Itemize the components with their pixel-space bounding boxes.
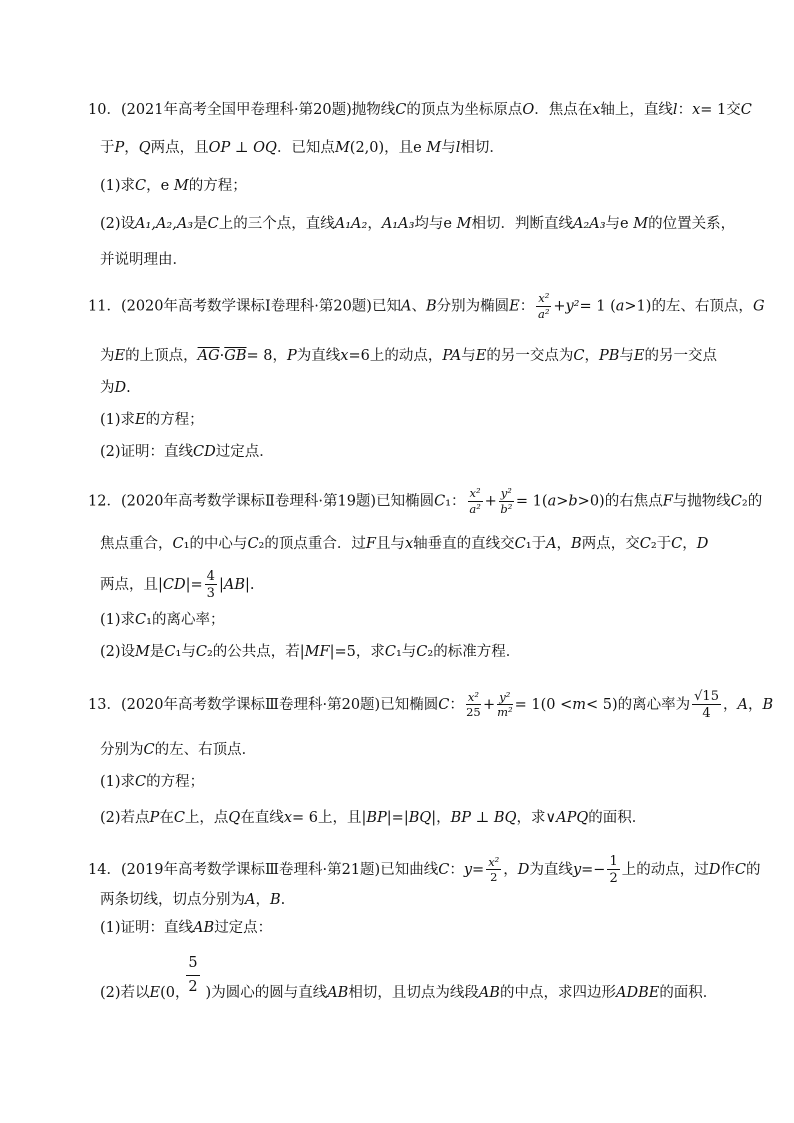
text: 并说明理由．	[100, 252, 187, 268]
math-var: B	[269, 892, 281, 908]
math-var: B	[571, 536, 582, 552]
math-op: |	[218, 577, 224, 593]
denominator: 2	[609, 871, 618, 886]
text: 与	[401, 644, 417, 660]
text: (2)若以	[100, 985, 150, 1001]
math-var: C	[207, 216, 219, 232]
math-var: B	[425, 298, 437, 315]
subscript: ₂	[206, 644, 213, 660]
math-var: AB	[327, 985, 349, 1001]
math-var: O	[522, 102, 535, 118]
text: 是	[149, 644, 165, 660]
math-var: A	[546, 536, 557, 552]
math-expr: = 1(0 <	[514, 697, 573, 713]
math-var: G	[752, 298, 765, 315]
math-var: A	[737, 697, 748, 713]
subscript: ₁	[183, 536, 190, 552]
text: 的位置关系，	[648, 216, 736, 232]
math-var: M	[334, 140, 350, 156]
text: ，	[272, 348, 287, 364]
math-op: +	[482, 697, 496, 713]
text: )为圆心的圆与直线	[205, 985, 328, 1001]
numerator: x²	[467, 689, 479, 704]
fraction	[466, 689, 481, 719]
math-var: E	[135, 412, 146, 428]
vector: $\overline{GB}$	[224, 348, 247, 364]
text: (2)若点	[100, 810, 150, 826]
math-var: C	[416, 644, 428, 660]
text: ，	[747, 697, 763, 713]
math-var: M	[426, 140, 442, 156]
text: 的左、右顶点，	[651, 298, 753, 315]
text: (1)求	[100, 412, 136, 428]
text: 与	[461, 348, 476, 364]
text: 的方程；	[145, 412, 204, 428]
text: 的	[745, 862, 761, 878]
math-expr: = 1(	[515, 493, 548, 510]
math-var: E	[509, 298, 520, 315]
denominator: 2	[188, 979, 198, 995]
subscript: ₁	[175, 644, 182, 660]
text: 两条切线，切点分别为	[100, 892, 245, 908]
text: 已知椭圆	[376, 493, 435, 510]
text: 相切，且切点为线段	[348, 985, 479, 1001]
math-var: CD	[162, 577, 186, 593]
text: 抛物线	[351, 102, 396, 118]
problem-source: (2020年高考数学课标Ⅰ卷理科·第20题)	[120, 298, 372, 315]
numerator: x²	[538, 291, 550, 305]
denominator: 3	[206, 586, 215, 601]
math-var: M	[135, 644, 150, 660]
numerator: x²	[469, 486, 481, 500]
problem-12-line-2	[100, 534, 708, 554]
numerator: 1	[609, 854, 618, 869]
problem-10-line-1	[88, 100, 752, 120]
fraction	[536, 293, 551, 320]
math-var: CD	[193, 444, 216, 460]
text: ，求	[516, 810, 546, 826]
denominator: 25	[466, 705, 481, 719]
text: ：	[449, 697, 464, 713]
text: 的离心率；	[151, 612, 225, 628]
text: 上，且|	[317, 810, 367, 826]
math-var: B	[762, 697, 774, 713]
problem-14-line-1	[88, 855, 760, 885]
text: 已知曲线	[380, 862, 439, 878]
math-var: F	[365, 536, 376, 552]
text: ，	[682, 536, 697, 552]
text: 过定点：	[214, 920, 273, 936]
math-expr: = 1	[700, 102, 727, 118]
math-var: C	[135, 178, 147, 194]
denominator: a²	[538, 306, 550, 321]
math-var: x	[283, 810, 292, 826]
problem-source: (2020年高考数学课标Ⅱ卷理科·第19题)	[120, 493, 377, 510]
text: 焦点重合，	[100, 536, 173, 552]
math-var: P	[149, 810, 160, 826]
problem-14-line-2	[100, 890, 285, 910]
text: (1)求	[100, 178, 136, 194]
text: 的面积．	[588, 810, 647, 826]
text: 于	[656, 536, 672, 552]
fraction	[499, 488, 514, 515]
text: 的公共点，若|	[212, 644, 305, 660]
math-var: y	[463, 862, 473, 878]
math-var: D	[517, 862, 530, 878]
fraction-bar	[186, 975, 200, 976]
math-var: D	[696, 536, 709, 552]
math-var: x	[340, 348, 349, 364]
math-var: b	[568, 493, 578, 510]
math-var: MF	[304, 644, 330, 660]
math-var: E	[475, 348, 487, 364]
text: 分别为	[100, 742, 144, 758]
math-var: x	[404, 536, 414, 552]
text: |=5，求	[329, 644, 385, 660]
math-var: C	[639, 536, 651, 552]
math-var: Q	[228, 810, 241, 826]
text: 的中心与	[189, 536, 248, 552]
problem-13-line-1	[88, 690, 773, 720]
math-var: ADBE	[615, 985, 660, 1001]
text: 与抛物线	[672, 493, 731, 510]
math-op: >	[556, 493, 569, 510]
text: 轴垂直的直线交	[413, 536, 515, 552]
text: ：	[677, 102, 693, 118]
math-var: C	[172, 536, 184, 552]
problem-13-line-2	[100, 740, 256, 760]
math-expr: >0)	[577, 493, 605, 510]
math-var: C	[740, 102, 752, 118]
text: 的离心率为	[617, 697, 691, 713]
fraction	[692, 690, 721, 720]
text: 为直线	[296, 348, 341, 364]
text: 为	[100, 348, 115, 364]
denominator: m²	[497, 705, 513, 719]
text: 已知椭圆	[380, 697, 439, 713]
text: 的左、右顶点．	[154, 742, 257, 758]
problem-source: (2019年高考数学课标Ⅲ卷理科·第21题)	[120, 862, 381, 878]
math-var: E	[114, 348, 126, 364]
problem-13-q2	[100, 808, 646, 828]
math-op: +	[484, 493, 497, 510]
math-var: A	[245, 892, 256, 908]
math-var: M	[456, 216, 472, 232]
problem-11-line-1	[88, 293, 765, 320]
math-var: a	[615, 298, 625, 315]
math-var: C	[195, 644, 207, 660]
math-expr: (2,0)	[349, 140, 385, 156]
math-var: y	[572, 862, 582, 878]
math-var: C	[514, 536, 526, 552]
circle-symbol: e	[620, 216, 629, 232]
math-op: |=	[185, 577, 203, 593]
text: 的顶点为坐标原点	[406, 102, 523, 118]
math-expr: >1)	[624, 298, 652, 315]
numerator: y²	[500, 486, 512, 500]
text: 与	[619, 348, 634, 364]
math-var: P	[287, 348, 297, 364]
math-var: C	[671, 536, 683, 552]
math-var: C	[573, 348, 585, 364]
problem-number: 14．	[88, 862, 121, 878]
problem-11-line-3	[100, 378, 131, 398]
text: 相切．判断直线	[471, 216, 573, 232]
math-op: |=|	[386, 810, 409, 826]
math-var: E	[633, 348, 645, 364]
text: |，	[431, 810, 451, 826]
subscript: ₂	[650, 536, 657, 552]
text: 两点，且|	[100, 577, 163, 593]
circle-symbol: e	[413, 140, 422, 156]
fraction	[486, 854, 501, 884]
math-expr: = 8	[246, 348, 273, 364]
text: 的另一交点	[644, 348, 717, 364]
text: ，	[367, 216, 382, 232]
problem-10-line-2	[100, 138, 504, 158]
problem-number: 10．	[88, 102, 121, 118]
text: ：	[449, 862, 464, 878]
text: (2)证明：直线	[100, 444, 194, 460]
math-var: l	[672, 102, 678, 118]
math-var: C	[164, 644, 176, 660]
text: ，且	[384, 140, 414, 156]
math-op: =−	[581, 862, 606, 878]
math-var: APQ	[556, 810, 589, 826]
text: ，	[722, 697, 738, 713]
problem-14-q1	[100, 918, 272, 938]
problem-12-line-3	[100, 570, 254, 600]
math-var: A	[400, 298, 412, 315]
math-var: y²	[565, 298, 580, 315]
math-var: m	[572, 697, 586, 713]
problem-source: (2020年高考数学课标Ⅲ卷理科·第20题)	[120, 697, 381, 713]
subscript: ₂	[427, 644, 434, 660]
math-var: C	[730, 493, 742, 510]
denominator: b²	[500, 501, 513, 516]
text: 于	[531, 536, 547, 552]
text: 上的三个点，直线	[218, 216, 335, 232]
problem-10-q2-cont	[100, 250, 187, 270]
numerator: x²	[488, 854, 500, 869]
text: 上的动点，过	[621, 862, 709, 878]
math-expr: A₁,A₂,A₃	[135, 216, 194, 232]
math-op: +	[553, 298, 566, 315]
numerator: √15	[694, 689, 719, 704]
text: 的中点，求四边形	[499, 985, 616, 1001]
math-expr: A₂A₃	[572, 216, 606, 232]
text: ：	[519, 298, 535, 315]
math-var: BQ	[408, 810, 432, 826]
circle-symbol: e	[160, 178, 170, 194]
math-var: l	[455, 140, 461, 156]
math-var: M	[173, 178, 189, 194]
math-var: AB	[223, 577, 245, 593]
text: 的方程；	[188, 178, 247, 194]
numerator: 5	[188, 955, 198, 971]
denominator: 2	[490, 870, 498, 884]
text: 两点，且	[150, 140, 209, 156]
math-var: a	[547, 493, 557, 510]
math-var: x	[692, 102, 701, 118]
text: ，	[146, 178, 161, 194]
denominator: 4	[702, 706, 711, 721]
text: 交	[726, 102, 741, 118]
fraction	[468, 488, 483, 515]
math-var: C	[395, 102, 407, 118]
text: .	[280, 892, 286, 908]
subscript: ₂	[258, 536, 265, 552]
text: 于	[100, 140, 115, 156]
text: 在	[159, 810, 174, 826]
text: ．焦点在	[534, 102, 593, 118]
math-var: P	[114, 140, 125, 156]
math-var: PB	[598, 348, 620, 364]
math-var: M	[633, 216, 649, 232]
text: 过定点．	[215, 444, 274, 460]
text: ，	[255, 892, 270, 908]
math-var: C	[438, 862, 450, 878]
text: ，	[584, 348, 599, 364]
text: 与	[441, 140, 456, 156]
problem-number: 11．	[88, 298, 121, 315]
text: 均与	[414, 216, 444, 232]
text: ：	[451, 493, 466, 510]
text: 上，点	[184, 810, 229, 826]
math-var: BP	[366, 810, 387, 826]
text: =6上的动点，	[348, 348, 443, 364]
text: 轴上，直线	[600, 102, 673, 118]
math-op: |.	[244, 577, 255, 593]
problem-10-q1	[100, 176, 247, 196]
text: (1)求	[100, 774, 136, 790]
math-var: C	[247, 536, 259, 552]
problem-11-q1	[100, 410, 204, 430]
problem-13-q1	[100, 772, 204, 792]
problem-number: 13．	[88, 697, 121, 713]
denominator: a²	[469, 501, 481, 516]
math-expr: OP ⊥ OQ	[208, 140, 277, 156]
math-var: C	[135, 774, 147, 790]
subscript: ₁	[525, 536, 532, 552]
text: 为直线	[529, 862, 573, 878]
text: 在直线	[240, 810, 284, 826]
text: 、	[411, 298, 426, 315]
fraction	[607, 855, 619, 885]
problem-12-q2	[100, 642, 520, 662]
fraction	[205, 570, 217, 600]
subscript: ₂	[741, 493, 748, 510]
math-expr: BP ⊥ BQ	[450, 810, 517, 826]
text: 与	[181, 644, 196, 660]
text: 为	[100, 380, 115, 396]
math-op: ·	[219, 348, 225, 364]
text: (2)设	[100, 216, 136, 232]
text: (2)设	[100, 644, 136, 660]
text: ．已知点	[276, 140, 335, 156]
math-var: C	[135, 612, 147, 628]
math-var: C	[434, 493, 446, 510]
problem-14-q2	[100, 983, 717, 1003]
text: 是	[193, 216, 208, 232]
triangle-symbol: ∨	[545, 810, 557, 826]
text: (1)求	[100, 612, 136, 628]
text: ，	[556, 536, 572, 552]
subscript: ₁	[395, 644, 402, 660]
text: .	[126, 380, 131, 396]
problem-11-line-2	[100, 346, 717, 366]
text: 的面积．	[659, 985, 718, 1001]
text: 的	[747, 493, 763, 510]
math-var: AB	[193, 920, 215, 936]
math-var: F	[662, 493, 673, 510]
math-expr: < 5)	[585, 697, 618, 713]
problem-number: 12．	[88, 493, 121, 510]
subscript: ₁	[146, 612, 152, 628]
math-op: =	[472, 862, 485, 878]
math-var: C	[173, 810, 185, 826]
text: 的另一交点为	[486, 348, 574, 364]
text: 的顶点重合．过	[264, 536, 366, 552]
text: ，	[124, 140, 139, 156]
math-var: PA	[442, 348, 462, 364]
problem-source: (2021年高考全国甲卷理科·第20题)	[120, 102, 352, 118]
vector: $\overline{AG}$	[197, 348, 220, 364]
fraction	[497, 689, 513, 719]
problem-11-q2	[100, 442, 274, 462]
math-expr: = 1 (	[579, 298, 616, 315]
text: 分别为椭圆	[436, 298, 510, 315]
math-var: C	[438, 697, 450, 713]
text: 两点，交	[581, 536, 640, 552]
subscript: ₁	[445, 493, 452, 510]
text: ，	[503, 862, 518, 878]
math-var: D	[708, 862, 721, 878]
text: (1)证明：直线	[100, 920, 194, 936]
text: 已知	[371, 298, 401, 315]
problem-12-q1	[100, 610, 224, 630]
text: 与	[605, 216, 621, 232]
math-var: AB	[478, 985, 500, 1001]
math-expr: = 6	[292, 810, 318, 826]
text: (0，	[160, 985, 190, 1001]
math-var: C	[143, 742, 155, 758]
problem-12-line-1	[88, 488, 762, 515]
math-var: C	[734, 862, 746, 878]
math-var: E	[149, 985, 161, 1001]
circle-symbol: e	[443, 216, 452, 232]
text: 的右焦点	[604, 493, 663, 510]
math-expr: A₁A₂	[334, 216, 368, 232]
text: 作	[720, 862, 735, 878]
math-var: x	[592, 102, 601, 118]
math-var: Q	[138, 140, 151, 156]
math-expr: A₁A₃	[381, 216, 415, 232]
numerator: y²	[497, 692, 513, 706]
numerator: 4	[206, 569, 215, 584]
text: 且与	[375, 536, 405, 552]
math-var: D	[114, 380, 127, 396]
problem-10-q2	[100, 214, 735, 234]
text: 的标准方程．	[433, 644, 521, 660]
text: 相切．	[460, 140, 504, 156]
text: 的方程；	[146, 774, 205, 790]
math-var: C	[384, 644, 396, 660]
text: 的上顶点，	[125, 348, 198, 364]
